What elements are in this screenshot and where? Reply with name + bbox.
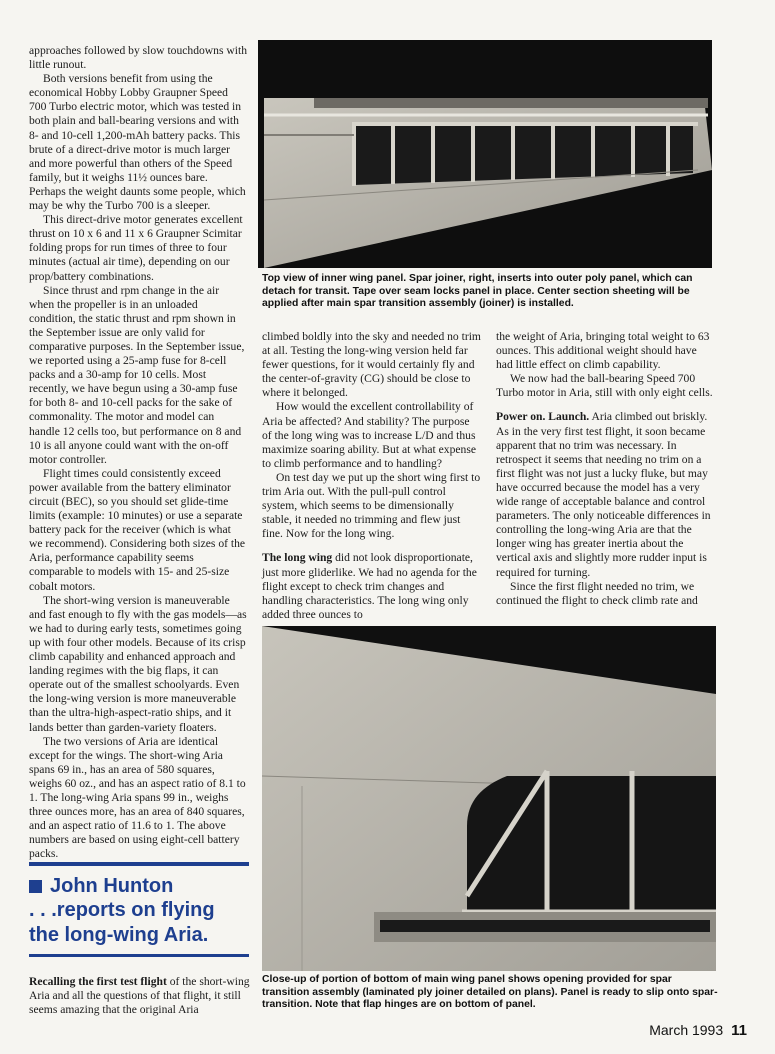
paragraph: Since the first flight needed no trim, we continued the flight to check climb rate and [496, 579, 698, 607]
paragraph: How would the excellent controllability of Aria be affected? And stability? The purpose of the long wing was to increase L/D and thus maximize soaring ability. But at what expense to climb performance and to handling? [262, 400, 476, 470]
paragraph: Flight times could consistently exceed power available from the battery eliminator circuit (BEC), so you should set glide-time limits (example: 10 minutes) or use a separate battery pack for the receiver (which is what we recommend). Considering both sizes of the Aria, performance capability seems comparable to models with 15- and 25-size cobalt motors. [29, 466, 246, 593]
byline-subtitle: . . .reports on flying [29, 899, 215, 921]
wing-panel-top-photo [258, 40, 712, 268]
paragraph: climbed boldly into the sky and needed no trim at all. Testing the long-wing version held far fewer questions, for it would certainly fly and the center-of-gravity (CG) should be close to where it belonged. [262, 330, 481, 400]
paragraph: the weight of Aria, bringing total weight to 63 ounces. This additional weight should have had little effect on climb capability. [496, 330, 710, 372]
paragraph: Recalling the first test flight of the short-wing Aria and all the questions of that flight, it still seems amazing that the original Aria [29, 975, 250, 1017]
paragraph: approaches followed by slow touchdowns with little runout. [29, 44, 247, 72]
paragraph: Since thrust and rpm change in the air when the propeller is in an unloaded condition, the static thrust and rpm shown in the September issue are only valid for comparative purposes. In the September issue, we reported using a 25-amp fuse for 8-cell packs and a 30-amp for 10 cells. Most recently, we have begun using a 30-amp fuse for both 8- and 10-cell packs for the sake of commonality. The motor and model can handle 12 cells too, but performance on 8 and 10 is all anyone could want with the on-off motor controller. [29, 283, 245, 466]
issue-date: March 1993 [649, 1022, 724, 1038]
paragraph: The short-wing version is maneuverable and fast enough to fly with the gas models—as we had to during early tests, sometimes going up with four other models. Because of its crisp climb capability and enhanced approach and landing regimes with the big flaps, it can operate out of the smallest schoolyards. Even the long-wing version is more maneuverable than the ultra-high-aspect-ratio ships, and it lands better than garden-variety floaters. [29, 593, 247, 734]
column-1 [29, 44, 247, 861]
paragraph: This direct-drive motor generates excellent thrust on 10 x 6 and 11 x 6 Graupner Scimitar folding props for run times of three to four minutes (actual air time), depending on our prop/battery combinations. [29, 213, 243, 283]
photo-caption: Top view of inner wing panel. Spar joiner, right, inserts into outer poly panel, which can detach for transit. Tape over seam locks panel in place. Center section sheeting will be applied after main spar transition assembly (joiner) is installed. [262, 273, 693, 310]
author-name: John Hunton [29, 874, 249, 898]
wing-panel-bottom-photo [262, 626, 716, 971]
byline-box [29, 862, 249, 957]
column-3 [496, 330, 714, 608]
paragraph: Power on. Launch. Aria climbed out briskly. As in the very first test flight, it soon became apparent that no trim was necessary. In retrospect it seems that needing no trim on a first flight was not just a lucky fluke, but may have occurred because the model has a very wide range of acceptable balance and control parameters. The only noticeable differences in controlling the long-wing Aria are that the longer wing has greater inertia about the vertical axis and slightly more rudder input is required for turning. [496, 410, 711, 579]
square-bullet-icon [29, 880, 42, 893]
column-1-continued [29, 975, 251, 1017]
paragraph: On test day we put up the short wing first to trim Aria out. With the pull-pull control system, which seems to be dimensionally stable, it needed no trimming and flew just fine. Now for the long wing. [262, 470, 481, 541]
run-in-heading: Power on. Launch. [496, 410, 590, 424]
column-2 [262, 330, 482, 622]
byline-rule-top [29, 862, 249, 866]
page-folio [649, 1022, 747, 1039]
run-in-heading: The long wing [262, 551, 333, 565]
run-in-heading: Recalling the first test flight [29, 975, 167, 988]
paragraph: The two versions of Aria are identical except for the wings. The short-wing Aria spans 69 in., has an area of 580 squares, weighs 60 oz., and has an aspect ratio of 8.1 to 1. The long-wing Aria spans 99 in., weighs three ounces more, has an area of 840 squares, and an aspect ratio of 11.6 to 1. The above numbers are based on using eight-cell battery packs. [29, 734, 246, 861]
photo-caption: Close-up of portion of bottom of main wing panel shows opening provided for spar transition assembly (laminated ply joiner detailed on plans). Panel is ready to slip onto spar-transition. Note that flap hinges are on bottom of panel. [262, 974, 718, 1011]
byline-subtitle: the long-wing Aria. [29, 924, 209, 946]
byline-rule-bottom [29, 954, 249, 957]
paragraph: Both versions benefit from using the economical Hobby Lobby Graupner Speed 700 Turbo electric motor, which was tested in both plain and ball-bearing versions and with 8- and 10-cell 1,200-mAh battery packs. This brute of a direct-drive motor is much larger and more powerful than others of the Speed family, but it weighs 11½ ounces bare. Perhaps the weight daunts some people, which may be why the Turbo 700 is a sleeper. [29, 72, 246, 213]
paragraph: The long wing did not look disproportionate, just more gliderlike. We had no agenda for the flight except to check trim changes and handling characteristics. The long wing only added three ounces to [262, 551, 477, 621]
page-number: 11 [731, 1022, 747, 1039]
paragraph: We now had the ball-bearing Speed 700 Turbo motor in Aria, still with only eight cells. [496, 372, 713, 400]
